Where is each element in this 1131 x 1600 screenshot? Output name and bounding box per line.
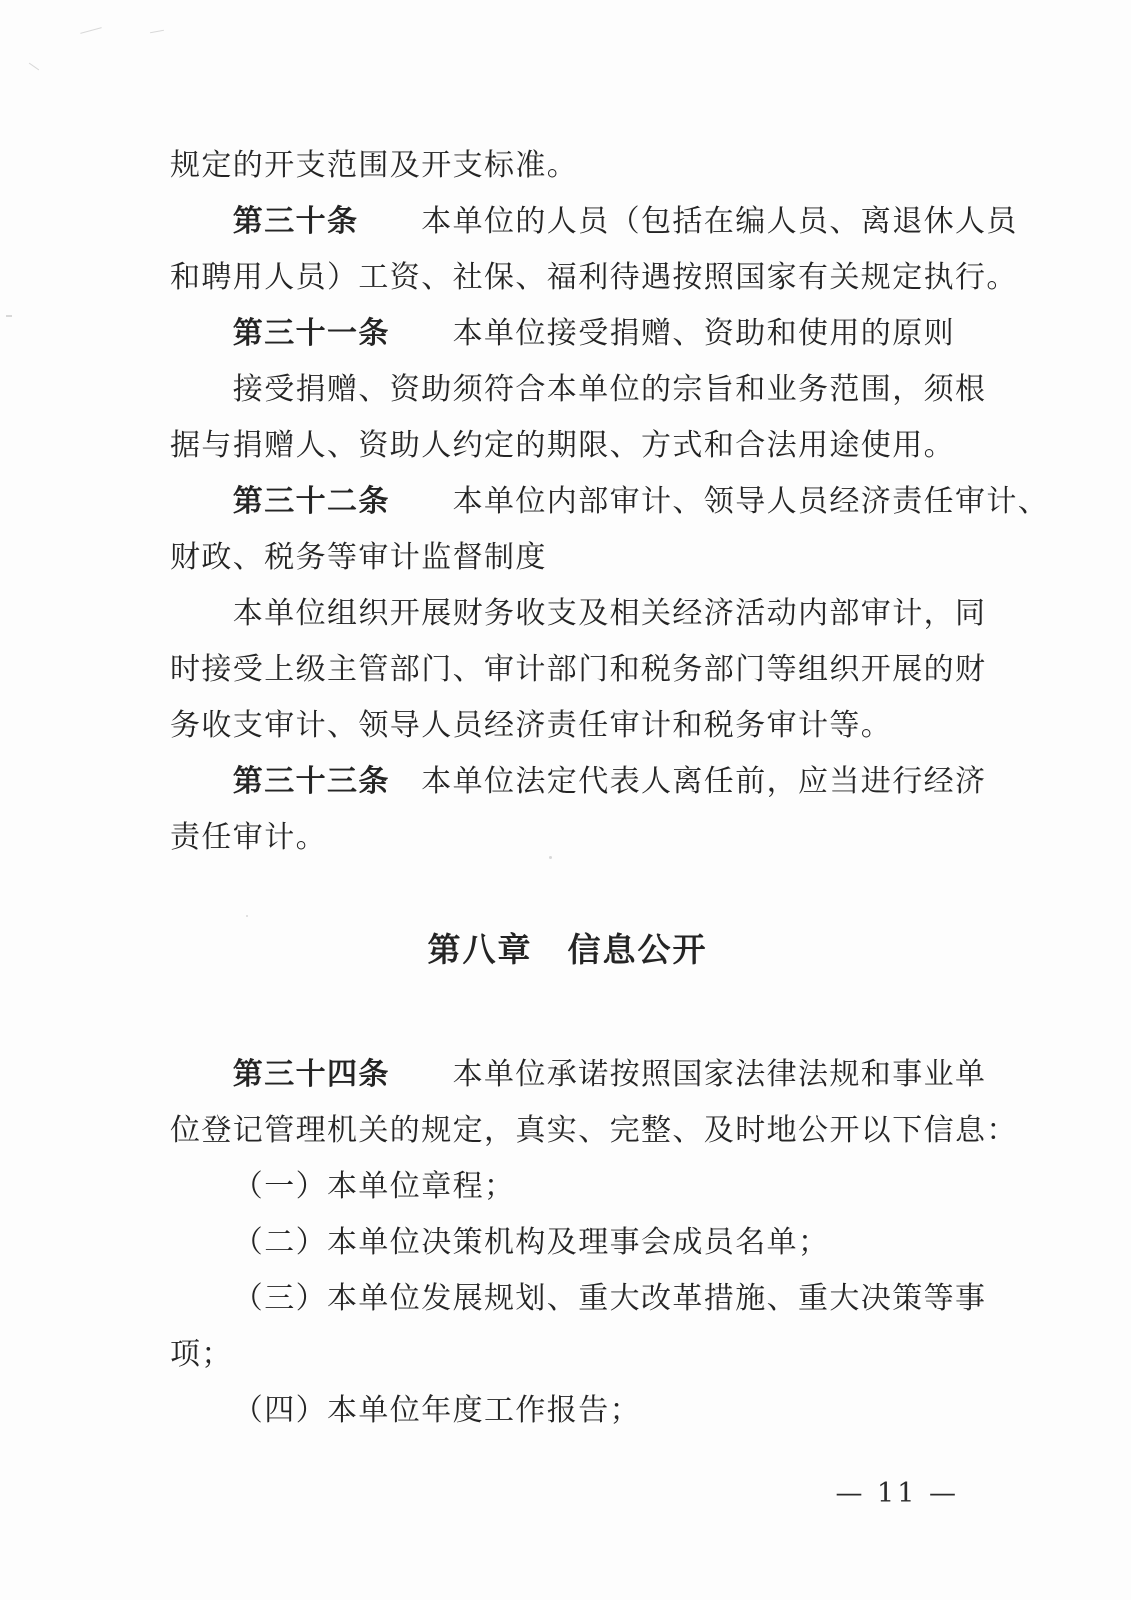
text-segment: 本单位内部审计、领导人员经济责任审计、 (389, 485, 1050, 518)
scan-artifact (150, 30, 164, 33)
text-line (170, 1103, 1018, 1159)
text-line (170, 1327, 965, 1383)
text-segment: （四）本单位年度工作报告； (232, 1394, 641, 1427)
text-segment: （一）本单位章程； (232, 1170, 516, 1203)
article-number: 第三十条 (232, 205, 359, 238)
text-segment: 和聘用人员）工资、社保、福利待遇按照国家有关规定执行。 (170, 261, 1018, 294)
text-line (170, 194, 1018, 250)
text-line (170, 1383, 965, 1439)
text-line (170, 306, 965, 362)
article-number: 第三十四条 (232, 1058, 390, 1091)
text-segment: 据与捐赠人、资助人约定的期限、方式和合法用途使用。 (170, 429, 955, 462)
article-number: 第三十一条 (232, 317, 390, 350)
text-segment: （三）本单位发展规划、重大改革措施、重大决策等事 (232, 1282, 987, 1315)
text-line (170, 362, 987, 418)
text-segment: 本单位承诺按照国家法律法规和事业单 (389, 1058, 987, 1091)
page-number: — 11 — (835, 1478, 959, 1509)
chapter-heading (170, 921, 965, 979)
text-line (170, 754, 987, 810)
text-segment: 本单位接受捐赠、资助和使用的原则 (389, 317, 955, 350)
text-segment: 接受捐赠、资助须符合本单位的宗旨和业务范围，须根 (232, 373, 987, 406)
text-line (170, 642, 987, 698)
text-segment: （二）本单位决策机构及理事会成员名单； (232, 1226, 830, 1259)
text-line (170, 250, 1018, 306)
text-line (170, 530, 965, 586)
text-line (170, 138, 965, 194)
text-line (170, 1047, 987, 1103)
text-line (170, 1159, 965, 1215)
text-segment: 本单位的人员（包括在编人员、离退休人员 (358, 205, 1018, 238)
text-segment: 本单位组织开展财务收支及相关经济活动内部审计，同 (232, 597, 987, 630)
text-line (170, 1271, 987, 1327)
page-footer (835, 1478, 959, 1509)
scan-artifact (29, 63, 39, 71)
article-number: 第三十三条 (232, 765, 390, 798)
document-body (170, 138, 1050, 1439)
text-segment: 规定的开支范围及开支标准。 (170, 149, 579, 182)
scan-artifact (80, 27, 102, 34)
text-segment: 本单位法定代表人离任前，应当进行经济 (389, 765, 987, 798)
text-line (170, 586, 987, 642)
scan-artifact (6, 315, 12, 317)
text-segment: 责任审计。 (170, 821, 327, 854)
text-line (170, 810, 965, 866)
article-number: 第三十二条 (232, 485, 390, 518)
text-line (170, 474, 1050, 530)
article-number: 第八章 信息公开 (427, 931, 708, 968)
text-line (170, 418, 965, 474)
text-segment: 位登记管理机关的规定，真实、完整、及时地公开以下信息： (170, 1114, 1018, 1147)
text-segment: 项； (170, 1338, 233, 1371)
text-line (170, 698, 965, 754)
text-line (170, 1215, 965, 1271)
text-segment: 时接受上级主管部门、审计部门和税务部门等组织开展的财 (170, 653, 987, 686)
text-segment: 务收支审计、领导人员经济责任审计和税务审计等。 (170, 709, 893, 742)
text-segment: 财政、税务等审计监督制度 (170, 541, 547, 574)
